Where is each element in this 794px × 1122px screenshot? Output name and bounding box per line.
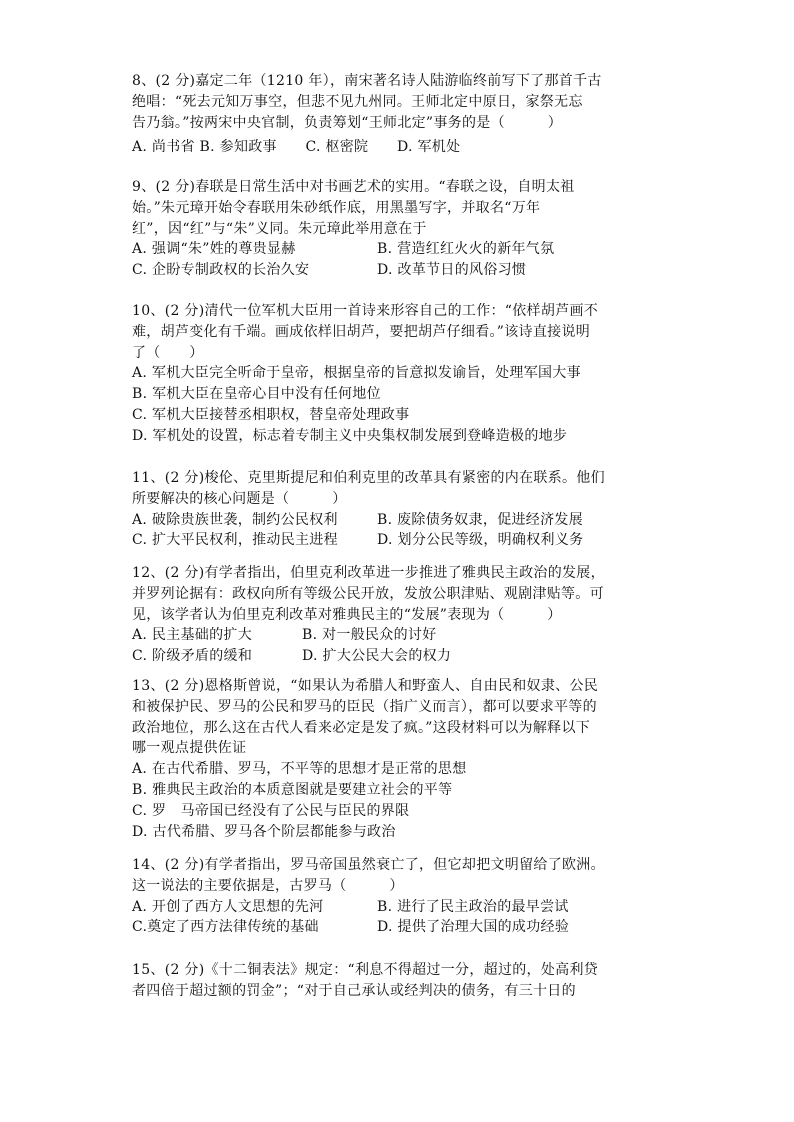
option-a: A. 民主基础的扩大 bbox=[132, 627, 253, 644]
question-text-line: 见，该学者认为伯里克利改革对雅典民主的“发展”表现为（ ） bbox=[132, 606, 562, 623]
options-row bbox=[132, 260, 662, 281]
option-a: A. 强调“朱”姓的尊贵显赫 bbox=[132, 241, 296, 258]
option-c: C. 企盼专制政权的长治久安 bbox=[132, 262, 310, 279]
question-text-line: 绝唱：“死去元知万事空，但悲不见九州同。王师北定中原日，家祭无忘 bbox=[132, 93, 583, 110]
options-row bbox=[132, 625, 662, 646]
question-text-line: 并罗列论据有：政权向所有等级公民开放，发放公职津贴、观剧津贴等。可 bbox=[132, 585, 604, 602]
options-row bbox=[132, 530, 662, 551]
option-b: B. 营造红红火火的新年气氛 bbox=[377, 241, 555, 258]
question-text-line: 政治地位，那么这在古代人看来必定是发了疯。”这段材料可以为解释以下 bbox=[132, 719, 591, 736]
options-line: A. 尚书省 B. 参知政事 C. 枢密院 D. 军机处 bbox=[132, 139, 461, 156]
question-text-line: 者四倍于超过额的罚金”；“对于自己承认或经判决的债务，有三十日的 bbox=[132, 982, 576, 999]
options-row bbox=[132, 897, 662, 918]
question-12 bbox=[132, 563, 662, 667]
option-d: D. 军机处的设置，标志着专制主义中央集权制发展到登峰造极的地步 bbox=[132, 427, 568, 444]
option-c: C. 罗 马帝国已经没有了公民与臣民的界限 bbox=[132, 802, 410, 819]
question-text-line: 9、(2 分)春联是日常生活中对书画艺术的实用。“春联之设，自明太祖 bbox=[132, 179, 575, 195]
question-text-line: 难，胡芦变化有千端。画成依样旧胡芦，要把胡芦仔细看。”该诗直接说明 bbox=[132, 323, 591, 340]
question-text-line: 始。”朱元璋开始令春联用朱砂纸作底，用黑墨写字，并取名“万年 bbox=[132, 199, 541, 216]
question-text-line: 告乃翁。”按两宋中央官制，负责筹划“王师北定”事务的是（ ） bbox=[132, 114, 563, 131]
option-b: B. 废除债务奴隶，促进经济发展 bbox=[377, 511, 583, 528]
option-d: D. 提供了治理大国的成功经验 bbox=[377, 919, 570, 936]
option-a: A. 破除贵族世袭，制约公民权利 bbox=[132, 511, 338, 528]
question-8 bbox=[132, 71, 662, 158]
question-text-line: 14、(2 分)有学者指出，罗马帝国虽然衰亡了，但它却把文明留给了欧洲。 bbox=[132, 857, 605, 873]
option-b: B. 对一般民众的讨好 bbox=[302, 627, 437, 644]
question-text-line: 所要解决的核心问题是（ ） bbox=[132, 490, 347, 507]
question-text-line: 10、(2 分)清代一位军机大臣用一首诗来形容自己的工作：“依样胡芦画不 bbox=[132, 303, 599, 319]
options-row bbox=[132, 510, 662, 531]
option-d: D. 古代希腊、罗马各个阶层都能参与政治 bbox=[132, 823, 396, 840]
options-row bbox=[132, 239, 662, 260]
question-text-line: 哪一观点提供佐证 bbox=[132, 740, 247, 757]
option-a: A. 开创了西方人文思想的先河 bbox=[132, 898, 324, 915]
question-text-line: 8、(2 分)嘉定二年（1210 年），南宋著名诗人陆游临终前写下了那首千古 bbox=[132, 73, 602, 89]
question-text-line: 11、(2 分)梭伦、克里斯提尼和伯利克里的改革具有紧密的内在联系。他们 bbox=[132, 470, 605, 486]
option-c: C. 扩大平民权利，推动民主进程 bbox=[132, 532, 338, 549]
option-c: C.奠定了西方法律传统的基础 bbox=[132, 919, 319, 936]
question-14 bbox=[132, 855, 662, 938]
question-text-line: 了（ ） bbox=[132, 344, 204, 361]
options-row bbox=[132, 917, 662, 938]
option-d: D. 扩大公民大会的权力 bbox=[302, 648, 452, 665]
question-text-line: 12、(2 分)有学者指出，伯里克利改革进一步推进了雅典民主政治的发展， bbox=[132, 565, 605, 581]
question-text-line: 13、(2 分)恩格斯曾说，“如果认为希腊人和野蛮人、自由民和奴隶、公民 bbox=[132, 678, 599, 694]
question-text-line: 这一说法的主要依据是，古罗马（ ） bbox=[132, 877, 404, 894]
option-d: D. 改革节日的风俗习惯 bbox=[377, 262, 527, 279]
question-15 bbox=[132, 960, 662, 1002]
question-13 bbox=[132, 676, 662, 842]
question-9 bbox=[132, 177, 662, 281]
option-c: C. 军机大臣接替丞相职权，替皇帝处理政事 bbox=[132, 406, 410, 423]
option-b: B. 军机大臣在皇帝心目中没有任何地位 bbox=[132, 386, 381, 403]
question-text-line: 红”，因“红”与“朱”义同。朱元璋此举用意在于 bbox=[132, 220, 427, 237]
options-row bbox=[132, 646, 662, 667]
option-b: B. 进行了民主政治的最早尝试 bbox=[377, 898, 569, 915]
question-text-line: 15、(2 分)《十二铜表法》规定：“利息不得超过一分，超过的，处高利贷 bbox=[132, 962, 599, 978]
option-d: D. 划分公民等级，明确权利义务 bbox=[377, 532, 584, 549]
question-text-line: 和被保护民、罗马的公民和罗马的臣民（指广义而言），都可以要求平等的 bbox=[132, 698, 597, 715]
option-b: B. 雅典民主政治的本质意图就是要建立社会的平等 bbox=[132, 781, 453, 798]
option-c: C. 阶级矛盾的缓和 bbox=[132, 648, 253, 665]
option-a: A. 军机大臣完全听命于皇帝，根据皇帝的旨意拟发谕旨，处理军国大事 bbox=[132, 365, 581, 382]
question-11 bbox=[132, 468, 662, 551]
option-a: A. 在古代希腊、罗马，不平等的思想才是正常的思想 bbox=[132, 761, 467, 778]
question-10 bbox=[132, 301, 662, 447]
